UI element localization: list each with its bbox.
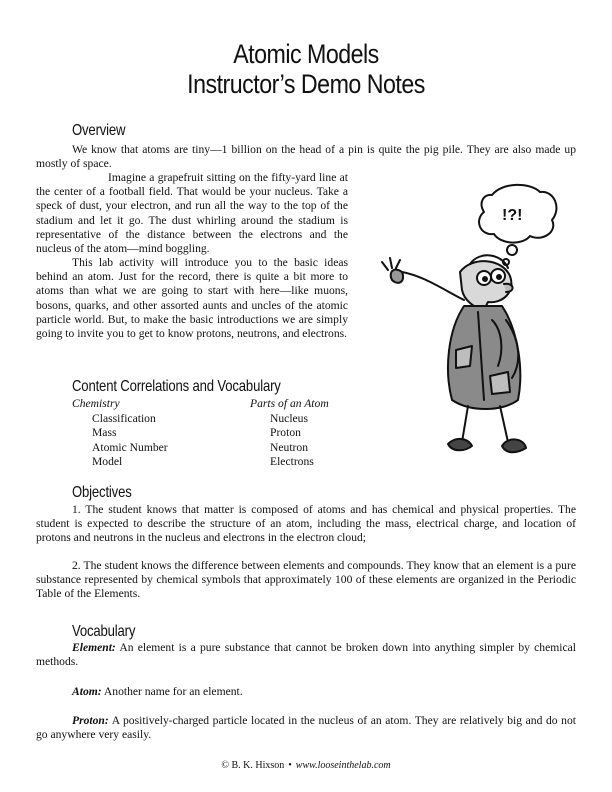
chemistry-item: Atomic Number — [92, 440, 168, 454]
thought-bubble-text: !?! — [502, 207, 523, 224]
objective-2: 2. The student knows the difference between elements and compounds. They know that an element is a pure substance represented by chemical symbols that approximately 100 of these elements are organized in the Periodic Table of the Elements. — [36, 559, 576, 601]
vocab-entry-atom — [36, 685, 576, 699]
atom-parts-item: Proton — [270, 426, 301, 439]
chemistry-column-heading: Chemistry — [72, 397, 120, 410]
vocab-definition: Another name for an element. — [103, 685, 243, 698]
footer-url[interactable]: www.looseinthelab.com — [295, 760, 391, 771]
chemistry-item: Mass — [92, 426, 117, 439]
atom-parts-item: Electrons — [270, 455, 314, 468]
footer-separator: • — [288, 760, 292, 771]
page-footer — [0, 760, 612, 771]
vocab-definition: An element is a pure substance that cannot be broken down into anything simpler by chemical methods. — [36, 641, 576, 669]
vocabulary-heading: Vocabulary — [72, 623, 136, 640]
overview-paragraph-1: We know that atoms are tiny—1 billion on the head of a pin is quite the pig pile. They are also made up mostly of space. — [36, 143, 576, 171]
vocab-term: Atom: — [72, 685, 102, 698]
scientist-cartoon-illustration — [352, 180, 592, 480]
vocab-definition: A positively-charged particle located in the nucleus of an atom. They are relatively big and do not go anywhere very easily. — [36, 714, 576, 742]
atom-parts-column-heading: Parts of an Atom — [250, 397, 329, 410]
objective-1: 1. The student knows that matter is composed of atoms and has chemical and physical properties. The student is expected to describe the structure of an atom, including the mass, electrical charge, and location of protons and neutrons in the nucleus and electrons in the electron cloud; — [36, 503, 576, 545]
vocab-term: Element: — [72, 641, 116, 654]
chemistry-item: Model — [92, 455, 123, 468]
overview-paragraph-2: Imagine a grapefruit sitting on the fifty-yard line at the center of a football field. That would be your nucleus. Take a speck of dust, your electron, and run all the way to the top of the stadium and let it go. The dust whirling around the stadium is representative of the distance between the electrons and the nucleus of the atom—mind boggling. — [36, 171, 348, 256]
vocab-entry-proton — [36, 714, 576, 742]
chemistry-column — [72, 397, 168, 470]
atom-parts-item: Neutron — [270, 440, 308, 454]
overview-heading: Overview — [72, 122, 126, 139]
page-title-line2: Instructor’s Demo Notes — [187, 69, 425, 99]
vocab-entry-element — [36, 641, 576, 669]
objectives-heading: Objectives — [72, 484, 132, 501]
page-title-line1: Atomic Models — [233, 39, 379, 69]
correlations-heading: Content Correlations and Vocabulary — [72, 378, 281, 395]
overview-paragraph-3: This lab activity will introduce you to the basic ideas behind an atom. Just for the record, there is quite a bit more to atoms than what we are going to start with here—like muons, bosons, quarks, and other assorted aunts and uncles of the atomic particle world. But, to make the basic introductions we are simply going to invite you to get to know protons, neutrons, and electrons. — [36, 256, 348, 341]
atom-parts-item: Nucleus — [270, 411, 308, 425]
footer-author: © B. K. Hixson — [221, 760, 285, 771]
chemistry-item: Classification — [92, 411, 156, 425]
vocab-term: Proton: — [72, 714, 109, 727]
atom-parts-column — [250, 397, 329, 470]
